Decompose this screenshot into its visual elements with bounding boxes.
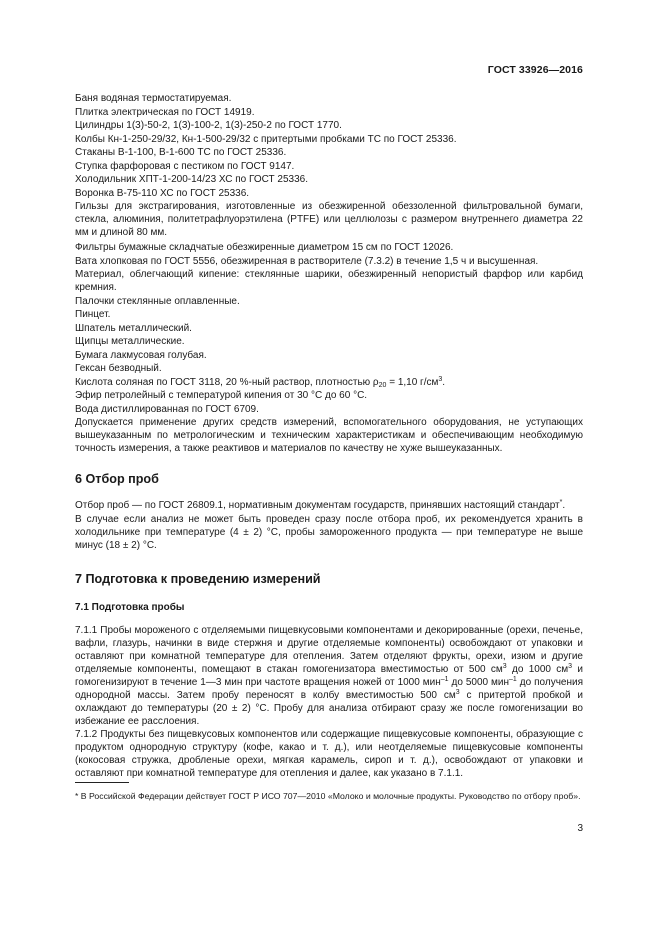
water-line: Вода дистиллированная по ГОСТ 6709. [75, 403, 259, 415]
list-item: Цилиндры 1(3)-50-2, 1(3)-100-2, 1(3)-250-2 по ГОСТ 1770. [75, 120, 342, 131]
thimbles-paragraph: Гильзы для экстрагирования, изготовленные из обезжиренной обеззоленной фильтровальной бумаги, стекла, алюминия, политетрафлуорэтилена (PTFE) или целлюлозы с размером внутреннего диаметра 22 мм и длиной 80 мм. [75, 201, 583, 238]
footnote: * В Российской Федерации действует ГОСТ Р ИСО 707—2010 «Молоко и молочные продукты. Руководство по отбору проб». [75, 791, 581, 801]
list-item: Палочки стеклянные оплавленные. [75, 295, 240, 307]
list-item: Воронка В-75-110 ХС по ГОСТ 25336. [75, 187, 250, 199]
subsection-7-1-title: 7.1 Подготовка пробы [75, 601, 185, 613]
footnote-mark: * [559, 499, 563, 506]
sampling-paragraph: Отбор проб — по ГОСТ 26809.1, нормативным документам государств, принявших настоящий стандарт*. [75, 499, 566, 511]
list-item: Бумага лакмусовая голубая. [75, 349, 207, 361]
list-item: Ступка фарфоровая с пестиком по ГОСТ 9147. [75, 160, 295, 172]
list-item: Стаканы В-1-100, В-1-600 ТС по ГОСТ 25336. [75, 147, 287, 158]
page-content [75, 92, 583, 781]
list-item: Щипцы металлические. [75, 336, 185, 347]
list-item: Холодильник ХПТ-1-200-14/23 ХС по ГОСТ 25336. [75, 174, 309, 185]
list-item: Гексан безводный. [75, 363, 162, 374]
standard-code: ГОСТ 33926—2016 [487, 64, 583, 76]
list-item: Шпатель металлический. [75, 322, 192, 334]
page-number: 3 [577, 823, 583, 834]
materials-list [75, 295, 583, 376]
boiling-paragraph: Материал, облегчающий кипение: стеклянные шарики, обезжиренный непористый фарфор или карбид кремния. [75, 269, 583, 293]
cotton-line: Вата хлопковая по ГОСТ 5556, обезжиренная в растворителе (7.3.2) в течение 1,5 ч и высушенная. [75, 255, 539, 267]
filters-line: Фильтры бумажные складчатые обезжиренные диаметром 15 см по ГОСТ 12026. [75, 242, 454, 253]
list-item: Баня водяная термостатируемая. [75, 93, 232, 104]
paragraph-7-1-1: 7.1.1 Пробы мороженого с отделяемыми пищевкусовыми компонентами и декорированные (орехи, печенье, вафли, глазурь, начинки в виде стержня и другие отделяемые компоненты) освобождают от упаковки и оставляют при комнатной температуре для отепления. Затем отделяют фрукты, орехи, изюм и другие отделяемые компоненты, помещают в стакан гомогенизатора вместимостью от 500 $см^3$ до 1000 $см^3$ и гомогенизируют в течение 1—3 мин при частоте вращения ножей от 1000 мин$^{-1}$ до 5000 мин$^{-1}$ до получения однородной массы. Затем пробу переносят в колбу вместимостью 500 $см^3$ с притертой пробкой и охлаждают до температуры (20 ± 2) °С. Пробу для анализа отбирают сразу же после гомогенизации во избежание ее расслоения. [75, 624, 583, 727]
list-item: Пинцет. [75, 309, 111, 320]
paragraph-7-1-2: 7.1.2 Продукты без пищевкусовых компонентов или содержащие пищевкусовые компоненты, образующие с продуктом однородную структуру (кофе, какао и т. д.), или неотделяемые пищевкусовые компоненты (кокосовая стружка, дробленые орехи, мягкая карамель, сироп и т. д.), освобождают от упаковки и оставляют при комнатной температуре для отепления и далее, как указано в 7.1.1. [75, 729, 583, 779]
acid-line: Кислота соляная по ГОСТ 3118, 20 %-ный раствор, плотностью $\rho_{20} = 1,10$ $г/см^3$. [75, 375, 446, 389]
list-item: Колбы Кн-1-250-29/32, Кн-1-500-29/32 с притертыми пробками ТС по ГОСТ 25336. [75, 133, 457, 145]
ether-line: Эфир петролейный с температурой кипения от 30 °С до 60 °С. [75, 390, 368, 401]
equipment-list [75, 92, 583, 200]
section-6-title: 6 Отбор проб [75, 472, 159, 486]
list-item: Плитка электрическая по ГОСТ 14919. [75, 106, 255, 118]
allowance-paragraph: Допускается применение других средств измерений, вспомогательного оборудования, не уступающих вышеуказанным по метрологическим и техническим характеристикам и обеспечивающим необходимую точность измерения, а также реактивов и материалов по качеству не хуже вышеуказанных. [75, 417, 583, 454]
section-7-title: 7 Подготовка к проведению измерений [75, 571, 321, 586]
footnote-divider [75, 782, 129, 783]
storage-paragraph: В случае если анализ не может быть проведен сразу после отбора проб, их рекомендуется хранить в холодильнике при температуре (4 ± 2) °С, пробы замороженного продукта — при температуре не выше минус (18 ± 2) °С. [75, 513, 583, 551]
